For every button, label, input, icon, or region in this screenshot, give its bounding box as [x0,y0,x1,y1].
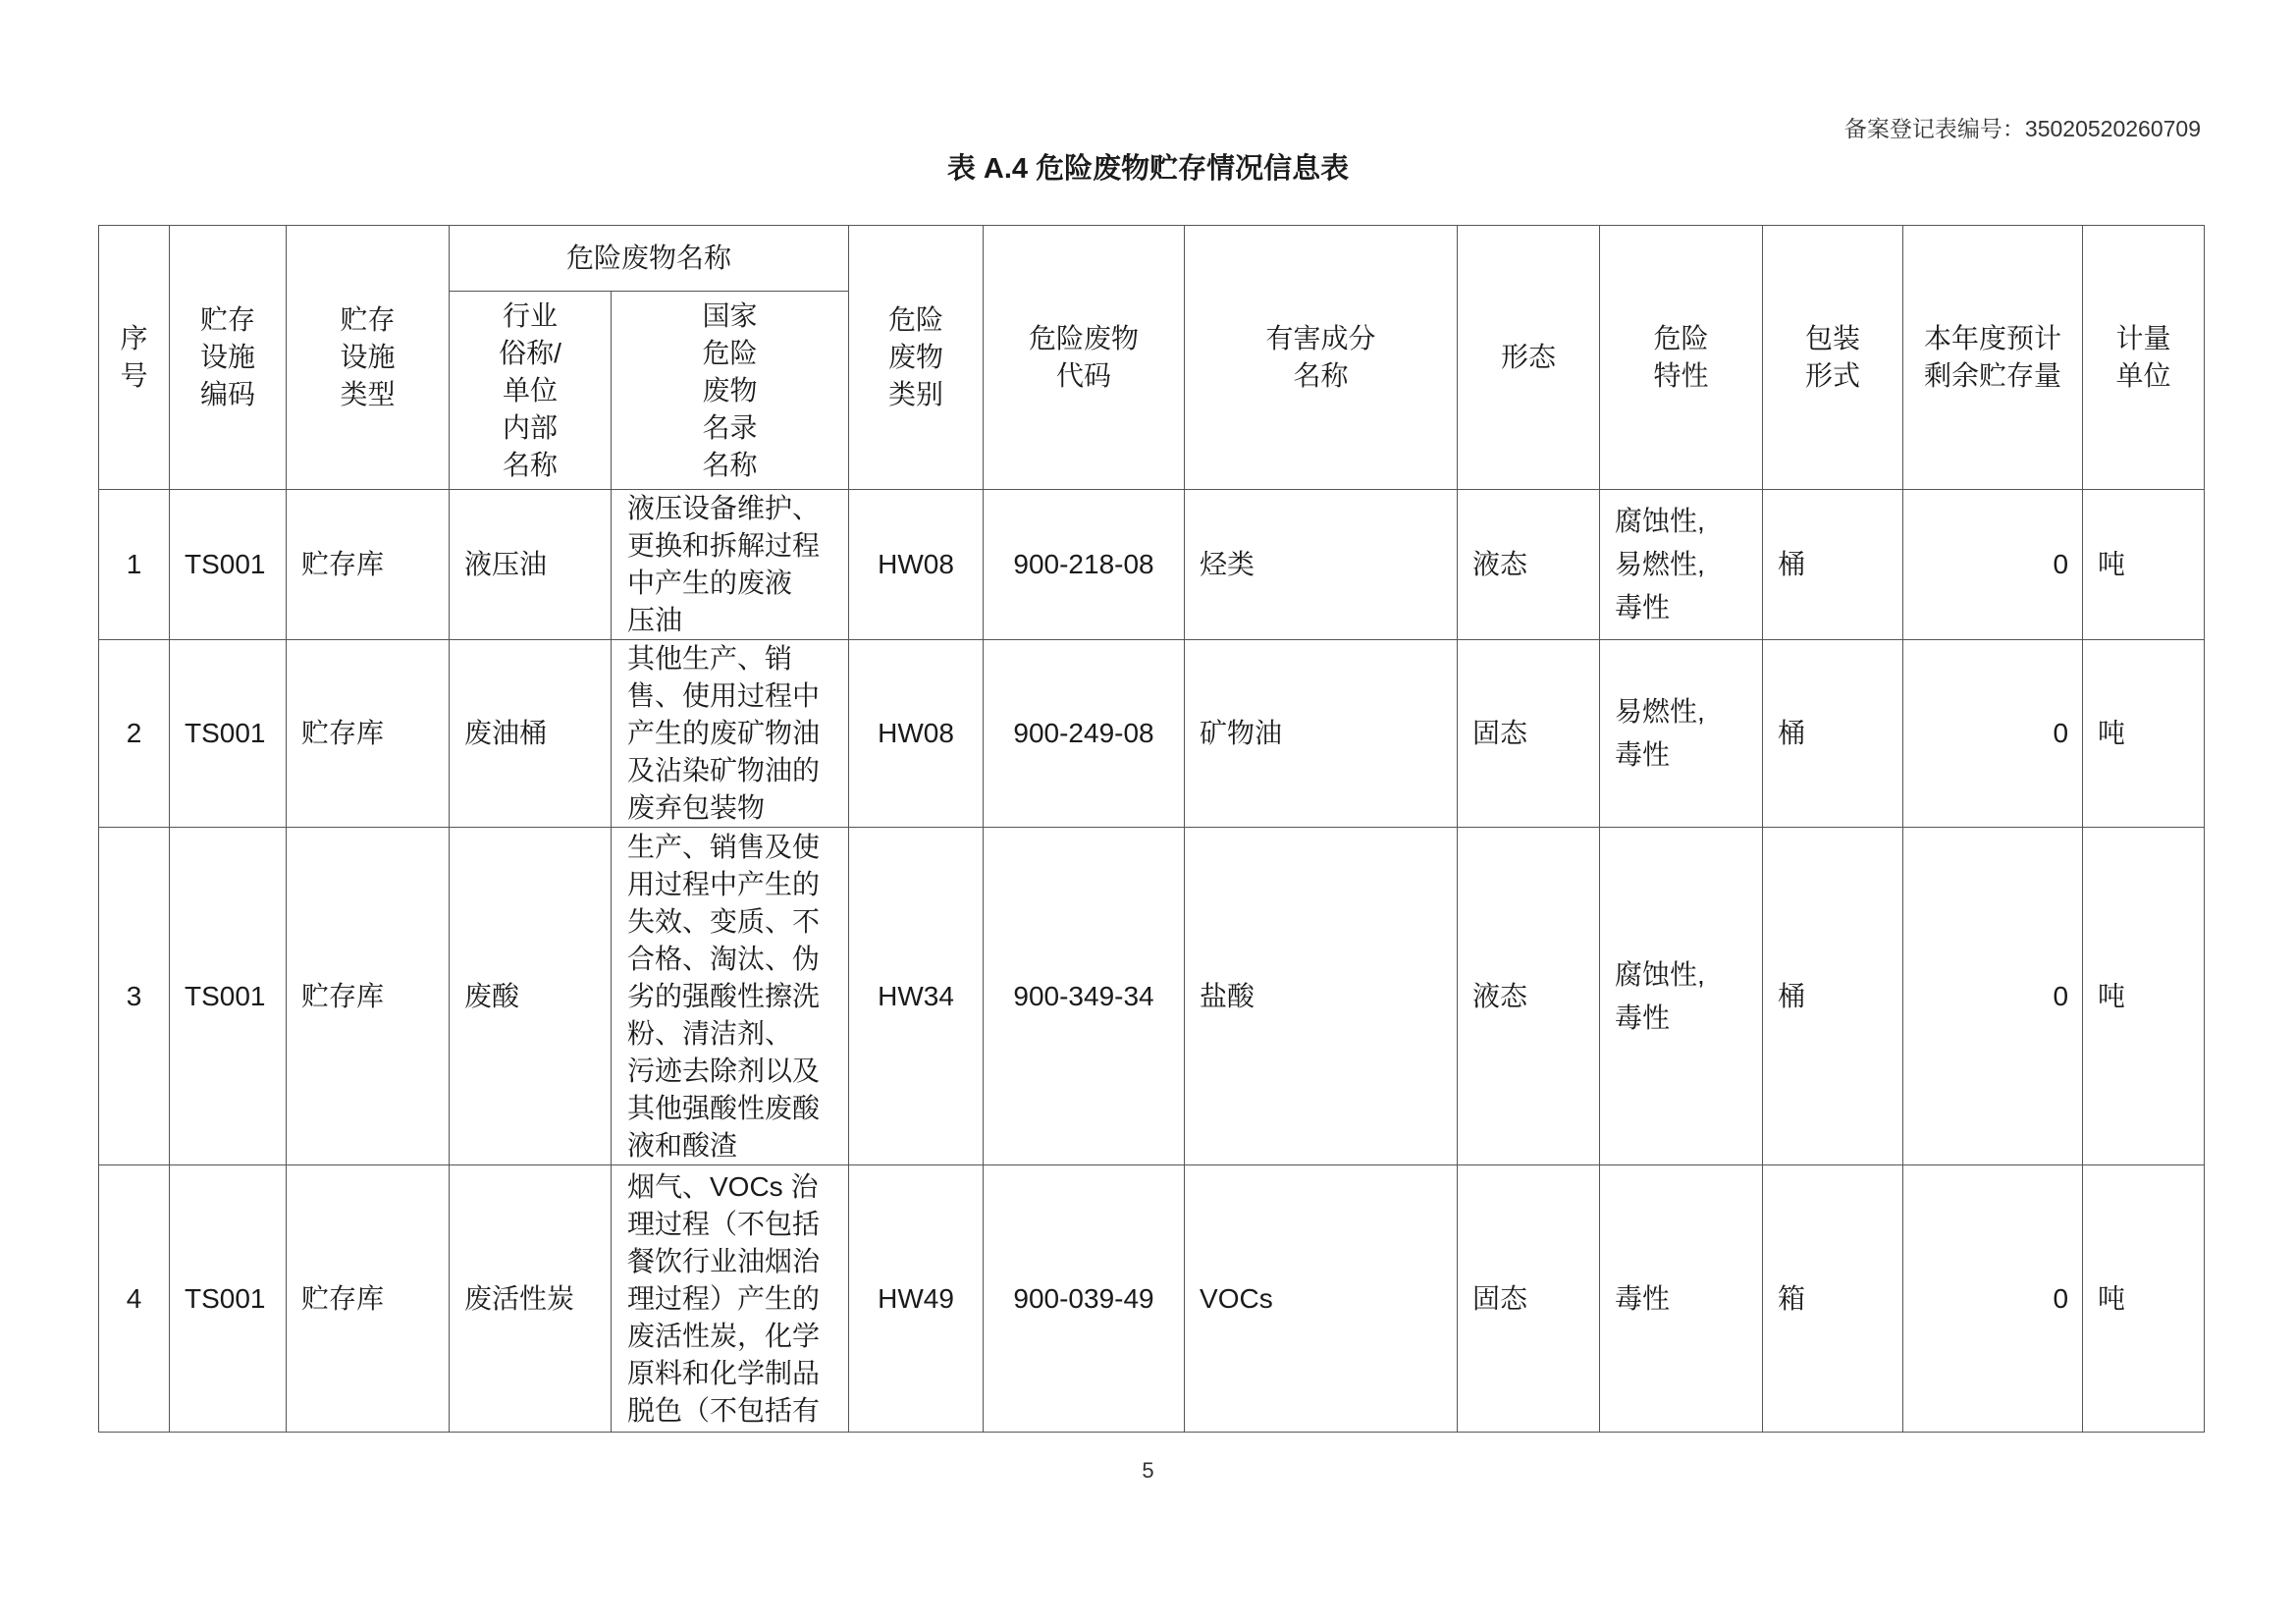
cell-packaging: 桶 [1763,828,1903,1165]
cell-seq: 3 [99,828,170,1165]
cell-industry-name: 废油桶 [450,640,612,828]
cell-form: 固态 [1458,640,1600,828]
cell-national-name: 其他生产、销 售、使用过程中 产生的废矿物油 及沾染矿物油的 废弃包装物 [612,640,849,828]
cell-code: 900-039-49 [984,1165,1185,1433]
header-facility-type: 贮存 设施 类型 [287,226,450,490]
table-row [99,1165,2205,1433]
cell-category: HW08 [849,640,984,828]
header-waste-name-group: 危险废物名称 [450,226,849,292]
cell-national-name: 烟气、VOCs 治 理过程（不包括 餐饮行业油烟治 理过程）产生的 废活性炭，化学 原料和化学制品 脱色（不包括有 [612,1165,849,1433]
cell-packaging: 桶 [1763,490,1903,640]
header-national-name: 国家 危险 废物 名录 名称 [612,292,849,490]
registration-number: 备案登记表编号：35020520260709 [1843,116,2201,141]
cell-form: 液态 [1458,490,1600,640]
cell-hazardous-components: VOCs [1185,1165,1458,1433]
cell-national-name: 液压设备维护、 更换和拆解过程 中产生的废液 压油 [612,490,849,640]
cell-facility-type: 贮存库 [287,490,450,640]
cell-facility-type: 贮存库 [287,1165,450,1433]
cell-facility-code: TS001 [170,828,287,1165]
cell-remaining-storage: 0 [1903,640,2083,828]
cell-hazardous-components: 烃类 [1185,490,1458,640]
header-seq: 序 号 [99,226,170,490]
header-category: 危险 废物 类别 [849,226,984,490]
cell-form: 液态 [1458,828,1600,1165]
header-code: 危险废物 代码 [984,226,1185,490]
cell-hazard-property: 毒性 [1600,1165,1763,1433]
cell-unit: 吨 [2083,490,2205,640]
cell-unit: 吨 [2083,1165,2205,1433]
header-facility-code: 贮存 设施 编码 [170,226,287,490]
cell-form: 固态 [1458,1165,1600,1433]
cell-category: HW08 [849,490,984,640]
cell-seq: 2 [99,640,170,828]
page-number: 5 [1142,1458,1154,1483]
table-row [99,828,2205,1165]
header-row [99,226,2205,292]
cell-facility-code: TS001 [170,1165,287,1433]
header-unit: 计量 单位 [2083,226,2205,490]
cell-remaining-storage: 0 [1903,1165,2083,1433]
table-row [99,490,2205,640]
cell-facility-code: TS001 [170,490,287,640]
cell-packaging: 桶 [1763,640,1903,828]
cell-hazard-property: 易燃性, 毒性 [1600,640,1763,828]
cell-hazard-property: 腐蚀性, 毒性 [1600,828,1763,1165]
cell-facility-type: 贮存库 [287,828,450,1165]
cell-seq: 4 [99,1165,170,1433]
table-row [99,640,2205,828]
cell-remaining-storage: 0 [1903,828,2083,1165]
header-remaining-storage: 本年度预计 剩余贮存量 [1903,226,2083,490]
cell-code: 900-249-08 [984,640,1185,828]
header-industry-name: 行业 俗称/ 单位 内部 名称 [450,292,612,490]
cell-category: HW34 [849,828,984,1165]
header-form: 形态 [1458,226,1600,490]
header-packaging: 包装 形式 [1763,226,1903,490]
cell-national-name: 生产、销售及使 用过程中产生的 失效、变质、不 合格、淘汰、伪 劣的强酸性擦洗 粉、清洁剂、 污迹去除剂以及 其他强酸性废酸 液和酸渣 [612,828,849,1165]
cell-unit: 吨 [2083,828,2205,1165]
cell-category: HW49 [849,1165,984,1433]
table-title: 表 A.4 危险废物贮存情况信息表 [946,153,1350,185]
cell-hazard-property: 腐蚀性, 易燃性, 毒性 [1600,490,1763,640]
cell-remaining-storage: 0 [1903,490,2083,640]
hazardous-waste-storage-table [98,225,2205,1433]
header-hazard-property: 危险 特性 [1600,226,1763,490]
header-hazardous-components: 有害成分 名称 [1185,226,1458,490]
cell-packaging: 箱 [1763,1165,1903,1433]
cell-industry-name: 液压油 [450,490,612,640]
cell-industry-name: 废活性炭 [450,1165,612,1433]
cell-code: 900-218-08 [984,490,1185,640]
cell-unit: 吨 [2083,640,2205,828]
cell-seq: 1 [99,490,170,640]
cell-code: 900-349-34 [984,828,1185,1165]
cell-facility-code: TS001 [170,640,287,828]
cell-hazardous-components: 矿物油 [1185,640,1458,828]
cell-facility-type: 贮存库 [287,640,450,828]
cell-hazardous-components: 盐酸 [1185,828,1458,1165]
cell-industry-name: 废酸 [450,828,612,1165]
